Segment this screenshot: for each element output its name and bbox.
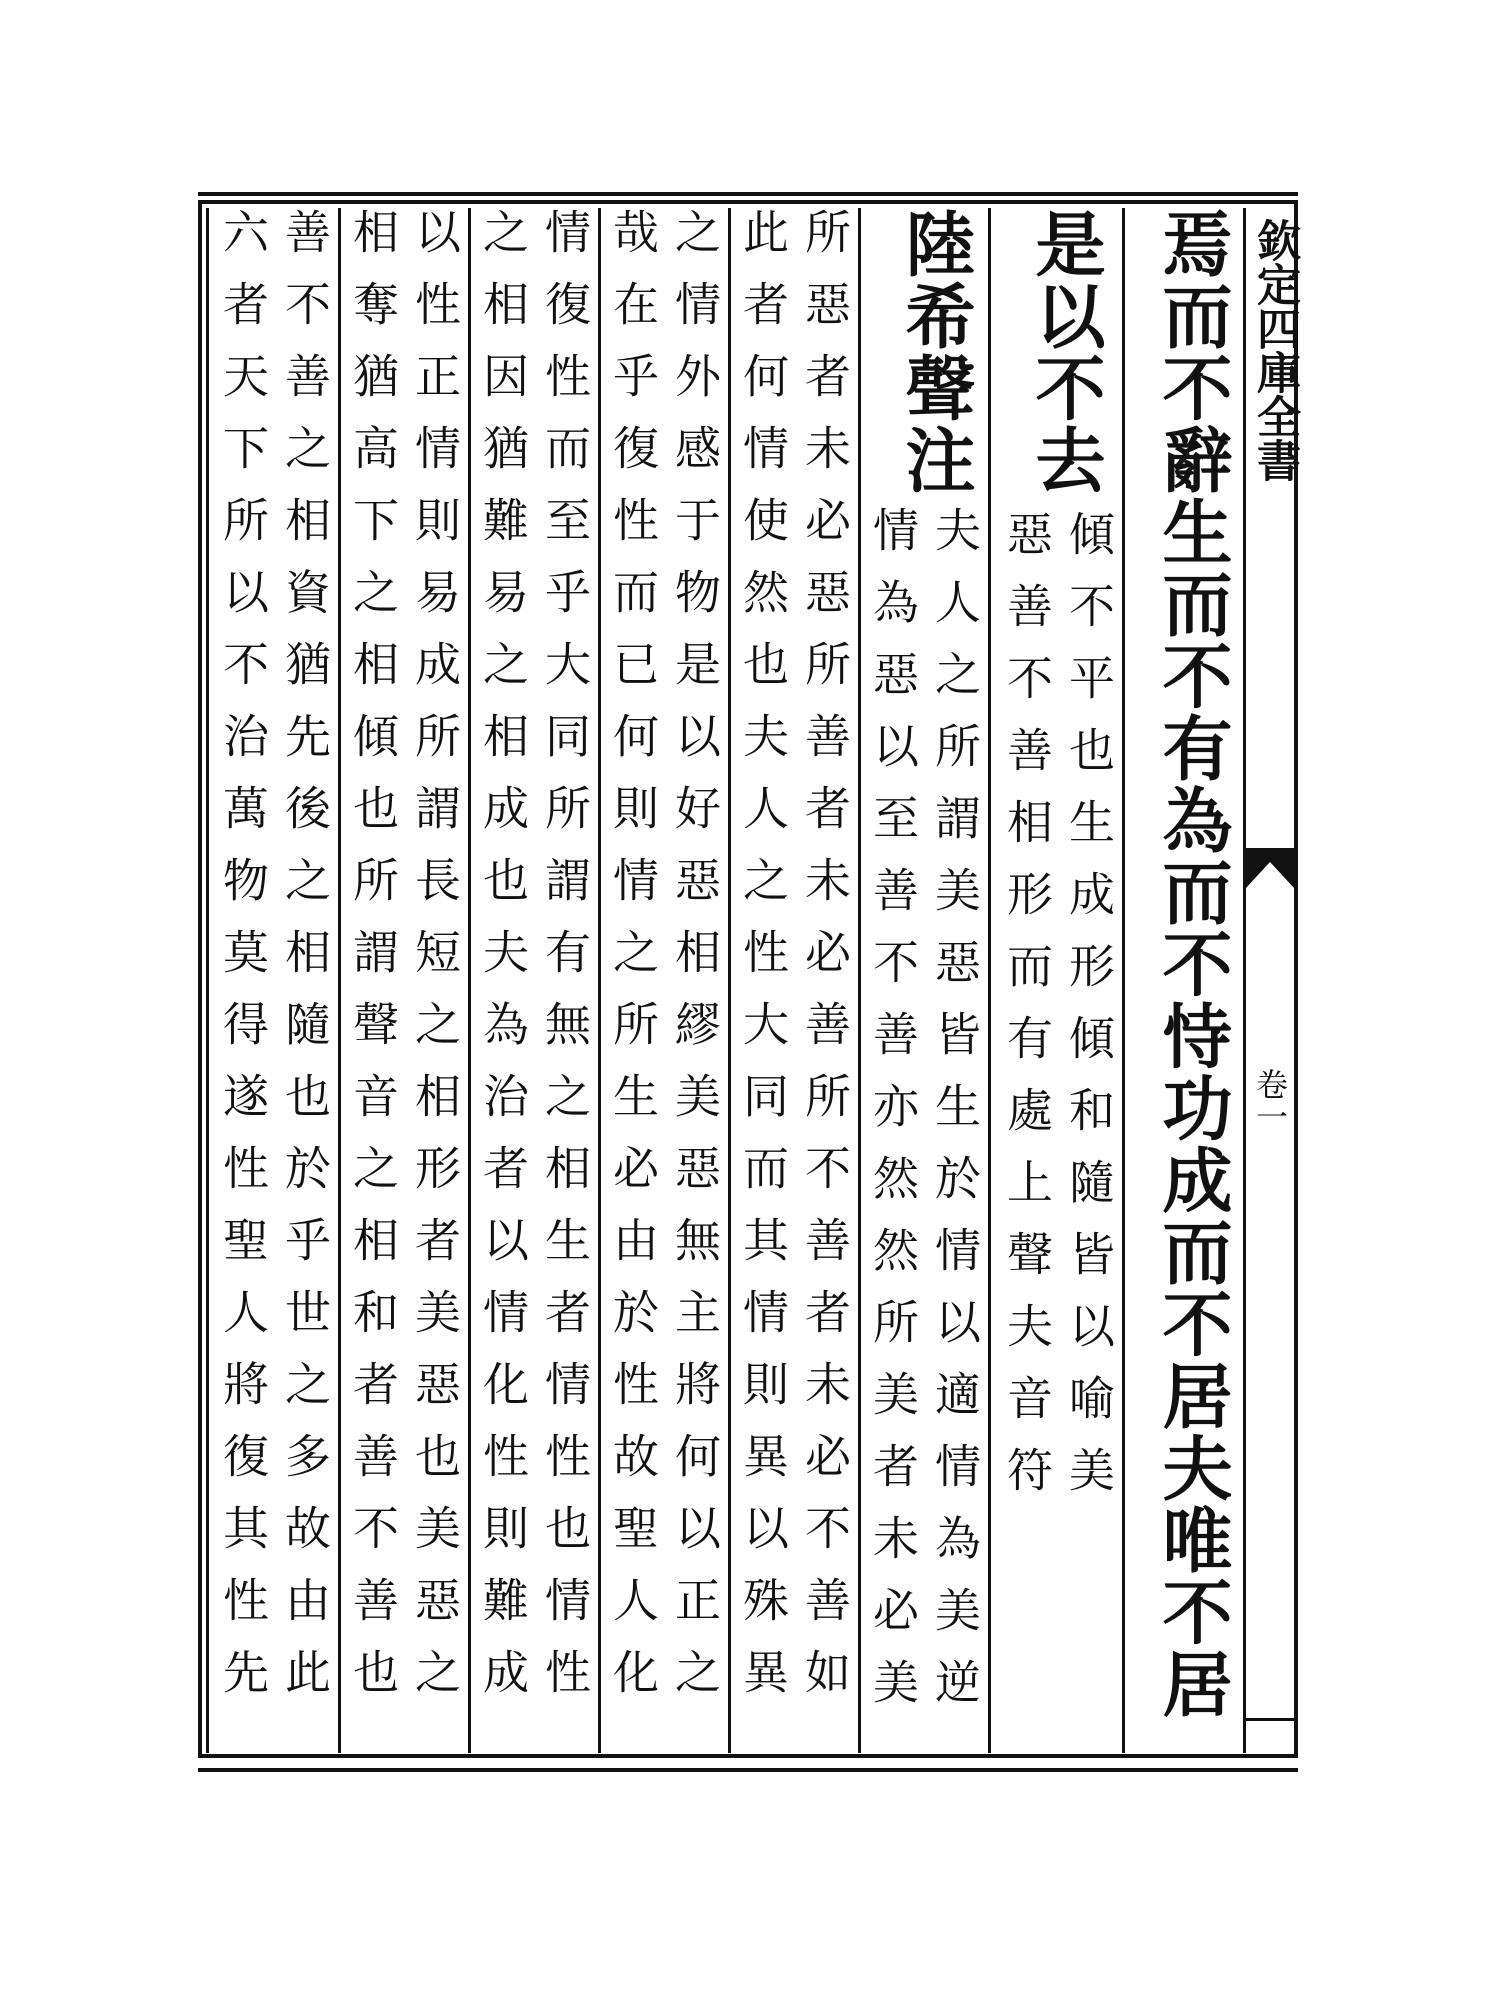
main-text: 焉而不辭生而不有為而不恃功成而不居夫唯不居 [1151, 208, 1234, 1720]
main-text: 是以不去 [1024, 208, 1107, 496]
book-title: 欽定四庫全書 [1249, 218, 1300, 482]
juan-number: 卷一 [1251, 1068, 1289, 1132]
commentary-left: 相奪猶高下之相傾也所謂聲音之相和者善不善也 [346, 208, 400, 1720]
lower-margin-rule [1246, 1718, 1294, 1721]
text-column-6 [468, 208, 596, 1753]
commentary-left: 之相因猶難易之相成也夫為治者以情化性則難成 [476, 208, 530, 1720]
commentary-right: 情復性而至乎大同所謂有無之相生者情性也情性 [538, 208, 592, 1720]
commentary-right: 以性正情則易成所謂長短之相形者美惡也美惡之 [408, 208, 462, 1720]
commentary-right: 傾不平也生成形傾和隨皆以喻美 [1062, 510, 1116, 1518]
text-column-7 [338, 208, 466, 1753]
bottom-rule [198, 1768, 1298, 1772]
text-column-3 [858, 208, 986, 1753]
commentary-left: 此者何情使然也夫人之性大同而其情則異以殊異 [736, 208, 790, 1720]
text-column-5 [598, 208, 726, 1753]
commentary-left: 情為惡以至善不善亦然然所美者未必美 [866, 506, 920, 1730]
text-column-2 [988, 208, 1120, 1753]
commentary-left: 六者天下所以不治萬物莫得遂性聖人將復其性先 [216, 208, 270, 1720]
commentary-right: 夫人之所謂美惡皆生於情以適情為美逆 [928, 506, 982, 1730]
fishtail-mark [1246, 848, 1294, 888]
commentary-right: 所惡者未必惡所善者未必善所不善者未必不善如 [798, 208, 852, 1720]
commentary-left: 哉在乎復性而已何則情之所生必由於性故聖人化 [606, 208, 660, 1720]
text-column-1 [1122, 208, 1242, 1753]
page-margin-strip [1243, 208, 1300, 1753]
commentary-right: 善不善之相資猶先後之相隨也於乎世之多故由此 [278, 208, 332, 1720]
text-column-8 [206, 208, 336, 1753]
top-rule [198, 192, 1298, 196]
commentary-right: 之情外感于物是以好惡相繆美惡無主將何以正之 [668, 208, 722, 1720]
commentator-name: 陸希聲注 [894, 208, 977, 496]
commentary-left: 惡善不善相形而有處上聲夫音符 [1000, 510, 1054, 1518]
text-column-4 [728, 208, 856, 1753]
